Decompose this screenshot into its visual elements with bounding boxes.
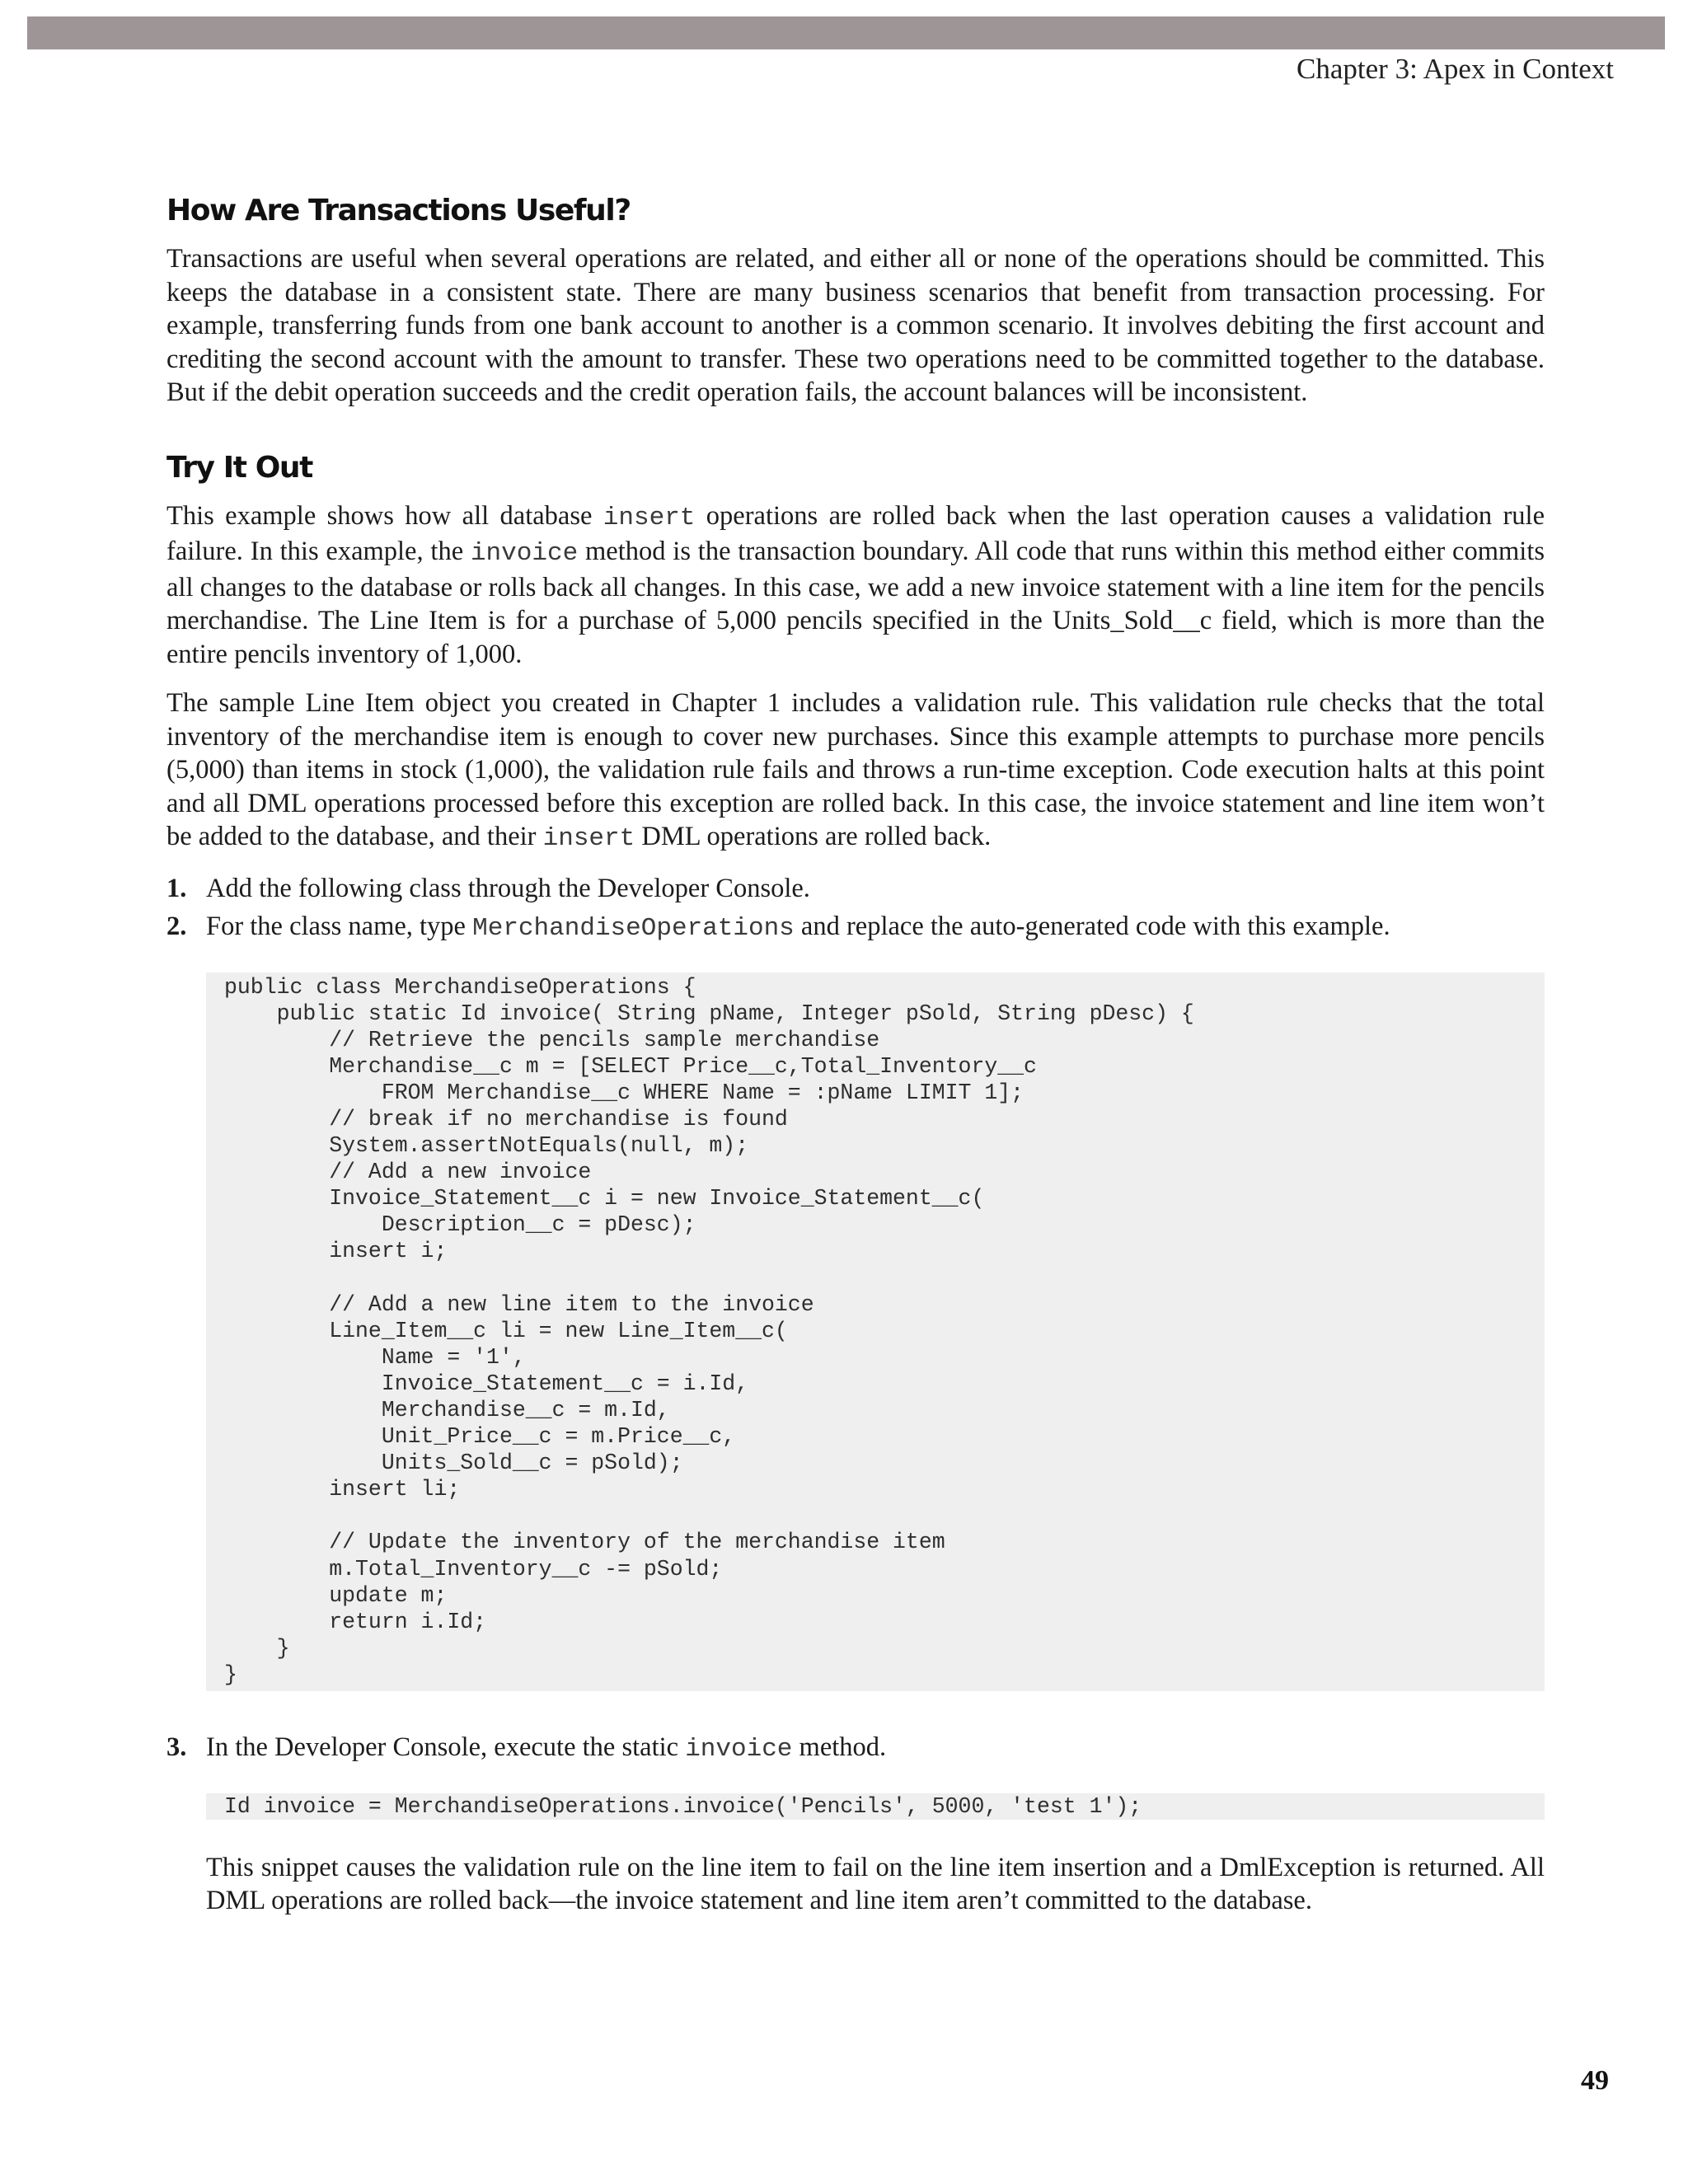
inline-code-invoice: invoice (470, 539, 579, 568)
section-heading-transactions: How Are Transactions Useful? (166, 194, 631, 227)
header-bar (27, 16, 1665, 49)
transactions-paragraph: Transactions are useful when several operations are related, and either all or none of the operations should be committed. This keeps the database in a consistent state. There are many business scenarios that benefit from transaction processing. For example, transferring funds from one bank account to another is a common scenario. It involves debiting the first account and crediting the second account with the amount to transfer. These two operations need to be committed together to the database. But if the debit operation succeeds and the credit operation fails, the account balances will be inconsistent. (166, 244, 1545, 407)
step-number: 1. (166, 873, 187, 903)
inline-code-class-name: MerchandiseOperations (472, 914, 795, 943)
try-it-out-paragraph-2: The sample Line Item object you created in Chapter 1 includes a validation rule. This validation rule checks that the total inventory of the merchandise item is enough to cover new purchases. Since this example attempts to purchase more pencils (5,000) than items in stock (1,000), the validation rule fails and throws a run-time exception. Code execution halts at this point and all DML operations processed before this exception are rolled back. In this case, the invoice statement and line item won’t be added to the database, and their insert DML operations are rolled back. (166, 688, 1545, 853)
step-3: 3. In the Developer Console, execute the static invoice method. (166, 1732, 887, 1765)
closing-paragraph: This snippet causes the validation rule on the line item to fail on the line item insertion and a DmlException is returned. All DML operations are rolled back—the invoice statement and line item aren’t committed to the database. (206, 1852, 1545, 1916)
inline-code-insert: insert (603, 503, 696, 532)
step-1 (166, 872, 1545, 906)
code-text: Id invoice = MerchandiseOperations.invoice('Pencils', 5000, 'test 1'); (224, 1793, 1142, 1819)
step-number: 2. (166, 912, 187, 941)
step-2: 2. For the class name, type MerchandiseOperations and replace the auto-generated code with this example. (166, 912, 1390, 943)
page-content (166, 194, 1545, 1933)
code-block-execute-invoice (206, 1793, 1545, 1820)
section-heading-try-it-out: Try It Out (166, 450, 312, 485)
inline-code-invoice: invoice (685, 1735, 793, 1765)
step-text: Add the following class through the Developer Console. (206, 873, 810, 903)
inline-code-insert: insert (542, 824, 635, 853)
step-number: 3. (166, 1732, 187, 1763)
code-text: public class MerchandiseOperations { public static Id invoice( String pName, Integer pSold, String pDesc) { // Retrieve the pencils sample merchandise Merchandise__c m = [SELECT Price__c,Total_Inventory__c FROM Merchandise__c WHERE Name = :pName LIMIT 1]; // break if no merchandise is found System.assertNotEquals(null, m); // Add a new invoice Invoice_Statement__c i = new Invoice_Statement__c( Description__c = pDesc); insert i; // Add a new line item to the invoice Line_Item__c li = new Line_Item__c( Name = '1', Invoice_Statement__c = i.Id, Merchandise__c = m.Id, Unit_Price__c = m.Price__c, Units_Sold__c = pSold); insert li; // Update the inventory of the merchandise item m.Total_Inventory__c -= pSold; update m; return i.Id; } } (224, 974, 1194, 1687)
running-head: Chapter 3: Apex in Context (1296, 53, 1614, 85)
page-number: 49 (1581, 2065, 1609, 2096)
code-block-merchandise-operations (206, 972, 1545, 1692)
try-it-out-paragraph-1: This example shows how all database insert operations are rolled back when the last operation causes a validation rule failure. In this example, the invoice method is the transaction boundary. All code that runs within this method either commits all changes to the database or rolls back all changes. In this case, we add a new invoice statement with a line item for the pencils merchandise. The Line Item is for a purchase of 5,000 pencils specified in the Units_Sold__c field, which is more than the entire pencils inventory of 1,000. (166, 500, 1545, 669)
